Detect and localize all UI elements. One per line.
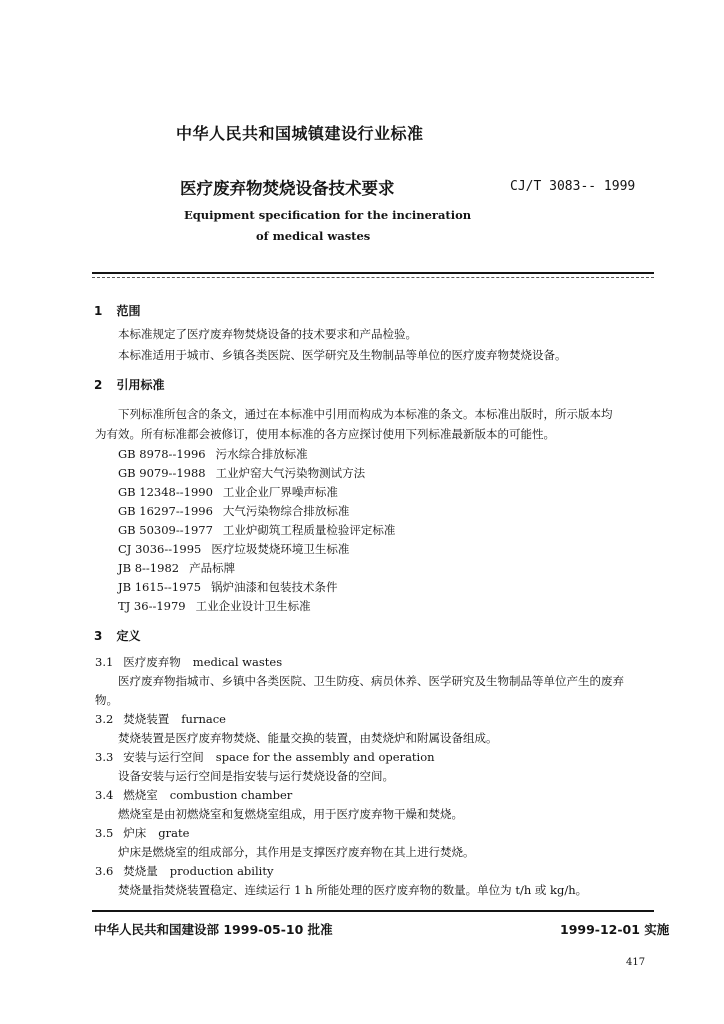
header-divider-thin <box>92 277 654 279</box>
section-1-paragraph-1: 本标准规定了医疗废弃物焚烧设备的技术要求和产品检验。 <box>118 327 417 341</box>
definition-text: 焚烧装置是医疗废弃物焚烧、能量交换的装置，由焚烧炉和附属设备组成。 <box>118 731 498 745</box>
issuing-organization: 中华人民共和国城镇建设行业标准 <box>176 124 424 143</box>
definition-text: 焚烧量指焚烧装置稳定、连续运行 1 h 所能处理的医疗废弃物的数量。单位为 t/h 或 kg/h。 <box>118 883 588 897</box>
reference-title: 大气污染物综合排放标准 <box>222 504 350 518</box>
definition-term-chinese: 炉床 <box>123 826 147 840</box>
document-title-english-line2: of medical wastes <box>256 229 371 243</box>
reference-list-item <box>118 541 349 557</box>
reference-title: 工业企业厂界噪声标准 <box>222 485 338 499</box>
definition-term-english: combustion chamber <box>169 788 293 802</box>
section-1-title: 范围 <box>116 304 141 318</box>
section-2-title: 引用标准 <box>116 378 165 392</box>
definition-number: 3.3 <box>95 750 114 764</box>
reference-list-item <box>118 598 311 614</box>
reference-title: 锅炉油漆和包装技术条件 <box>211 580 338 594</box>
section-1-number: 1 <box>94 304 103 318</box>
standard-number: CJ/T 3083-- 1999 <box>510 179 636 194</box>
reference-list-item <box>118 579 338 595</box>
reference-code: GB 12348--1990 <box>118 485 213 499</box>
definition-term <box>95 825 189 841</box>
reference-title: 产品标牌 <box>189 561 236 575</box>
reference-list-item <box>118 446 308 462</box>
definition-term-chinese: 燃烧室 <box>123 788 158 802</box>
definition-text: 燃烧室是由初燃烧室和复燃烧室组成，用于医疗废弃物干燥和焚烧。 <box>118 807 463 821</box>
reference-code: JB 8--1982 <box>118 561 180 575</box>
section-2-heading <box>94 376 165 393</box>
header-divider <box>92 272 654 274</box>
document-title-english-line1: Equipment specification for the incineration <box>184 208 472 222</box>
definition-number: 3.4 <box>95 788 114 802</box>
reference-title: 工业炉砌筑工程质量检验评定标准 <box>222 523 396 537</box>
reference-title: 工业企业设计卫生标准 <box>195 599 311 613</box>
section-1-paragraph-2: 本标准适用于城市、乡镇各类医院、医学研究及生物制品等单位的医疗废弃物焚烧设备。 <box>118 348 567 362</box>
reference-code: GB 50309--1977 <box>118 523 213 537</box>
reference-code: GB 9079--1988 <box>118 466 206 480</box>
definition-term <box>95 863 273 879</box>
section-2-number: 2 <box>94 378 103 392</box>
definition-term-chinese: 医疗废弃物 <box>123 655 181 669</box>
definition-number: 3.6 <box>95 864 114 878</box>
document-title-chinese: 医疗废弃物焚烧设备技术要求 <box>180 179 395 198</box>
section-3-number: 3 <box>94 629 103 643</box>
reference-title: 医疗垃圾焚烧环境卫生标准 <box>211 542 350 556</box>
definition-term-english: medical wastes <box>192 655 283 669</box>
effective-date: 1999-12-01 实施 <box>560 922 670 937</box>
section-3-title: 定义 <box>116 629 141 643</box>
definition-term-chinese: 焚烧量 <box>123 864 158 878</box>
definition-term-english: grate <box>158 826 190 840</box>
approval-statement: 中华人民共和国建设部 1999-05-10 批准 <box>94 922 333 937</box>
definition-term-english: space for the assembly and operation <box>215 750 435 764</box>
section-2-intro-line2: 为有效。所有标准都会被修订，使用本标准的各方应探讨使用下列标准最新版本的可能性。 <box>95 427 555 441</box>
definition-term-english: furnace <box>181 712 226 726</box>
footer-divider <box>92 910 654 912</box>
definition-term <box>95 749 435 765</box>
definition-text-continued: 物。 <box>95 693 118 707</box>
section-3-heading <box>94 627 141 644</box>
reference-list-item <box>118 560 235 576</box>
reference-list-item <box>118 522 395 538</box>
definition-text: 炉床是燃烧室的组成部分，其作用是支撑医疗废弃物在其上进行焚烧。 <box>118 845 475 859</box>
reference-title: 工业炉窑大气污染物测试方法 <box>215 466 366 480</box>
definition-term-chinese: 安装与运行空间 <box>123 750 204 764</box>
reference-list-item <box>118 465 365 481</box>
definition-term <box>95 711 226 727</box>
section-2-intro-line1: 下列标准所包含的条文，通过在本标准中引用而构成为本标准的条文。本标准出版时，所示版本均 <box>118 407 613 421</box>
reference-list-item <box>118 503 349 519</box>
definition-number: 3.1 <box>95 655 114 669</box>
definition-term-chinese: 焚烧装置 <box>123 712 170 726</box>
definition-text: 设备安装与运行空间是指安装与运行焚烧设备的空间。 <box>118 769 394 783</box>
section-1-heading <box>94 302 141 319</box>
reference-code: GB 16297--1996 <box>118 504 213 518</box>
reference-code: TJ 36--1979 <box>118 599 186 613</box>
reference-code: GB 8978--1996 <box>118 447 206 461</box>
reference-list-item <box>118 484 338 500</box>
reference-code: CJ 3036--1995 <box>118 542 202 556</box>
page-number: 417 <box>626 957 646 968</box>
reference-title: 污水综合排放标准 <box>215 447 308 461</box>
definition-number: 3.2 <box>95 712 114 726</box>
definition-number: 3.5 <box>95 826 114 840</box>
reference-code: JB 1615--1975 <box>118 580 202 594</box>
definition-term-english: production ability <box>169 864 274 878</box>
definition-text: 医疗废弃物指城市、乡镇中各类医院、卫生防疫、病员休养、医学研究及生物制品等单位产生的废弃 <box>118 674 624 688</box>
definition-term <box>95 654 282 670</box>
definition-term <box>95 787 292 803</box>
